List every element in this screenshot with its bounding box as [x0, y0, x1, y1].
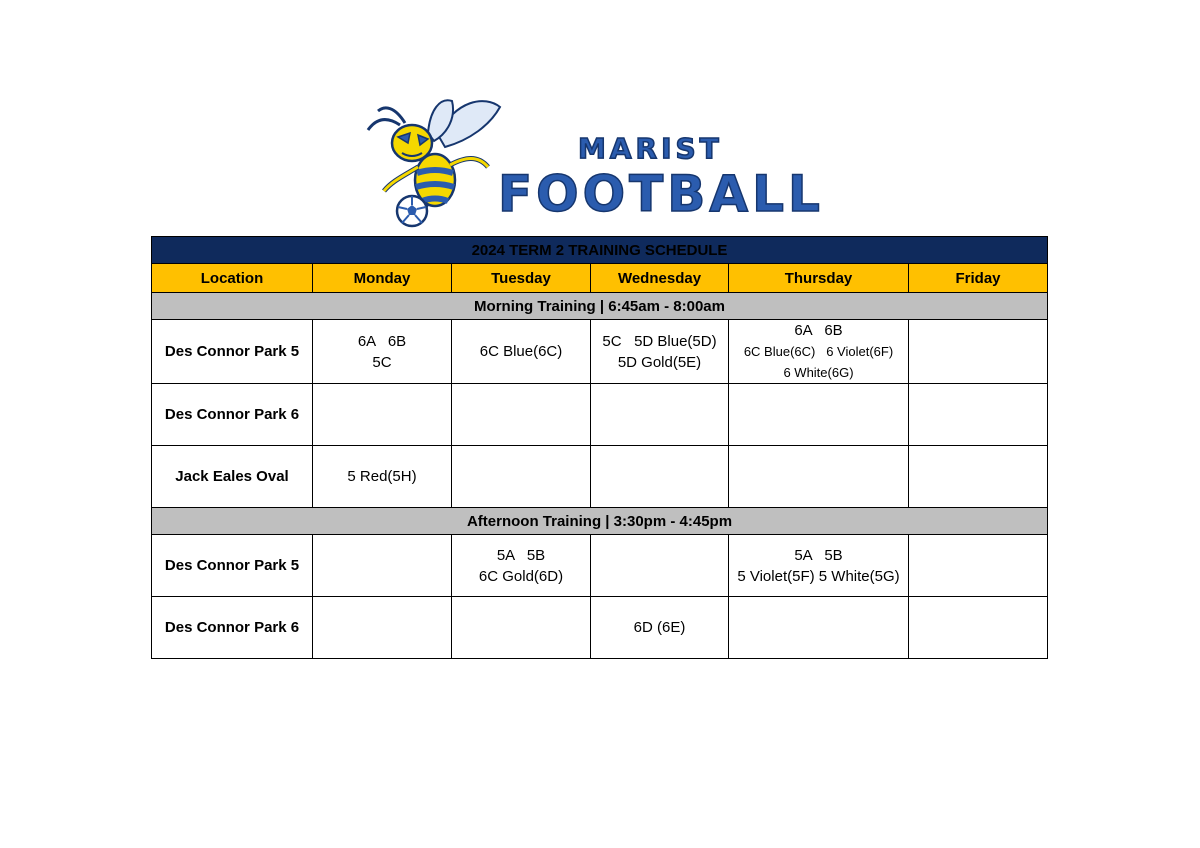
training-schedule-table — [151, 236, 1048, 659]
schedule-cell — [909, 384, 1048, 446]
header-row — [152, 264, 1048, 293]
location-cell: Des Connor Park 5 — [152, 320, 313, 384]
table-row — [152, 320, 1048, 384]
schedule-cell — [909, 446, 1048, 508]
cell-line: 6D (6E) — [633, 619, 686, 636]
schedule-cell — [909, 535, 1048, 597]
schedule-cell — [591, 384, 729, 446]
cell-line: 5C 5D Blue(5D) — [602, 332, 717, 350]
cell-line: 5C — [372, 353, 392, 371]
table-row — [152, 384, 1048, 446]
schedule-cell — [729, 597, 909, 659]
column-header-friday: Friday — [909, 264, 1048, 293]
location-cell: Des Connor Park 6 — [152, 597, 313, 659]
column-header-location: Location — [152, 264, 313, 293]
schedule-cell — [313, 597, 452, 659]
table-row — [152, 446, 1048, 508]
schedule-cell — [591, 535, 729, 597]
schedule-cell — [729, 535, 909, 597]
schedule-cell — [313, 535, 452, 597]
column-header-monday: Monday — [313, 264, 452, 293]
cell-line: 5 Red(5H) — [347, 468, 417, 485]
schedule-cell — [452, 597, 591, 659]
schedule-cell — [729, 320, 909, 384]
location-cell: Des Connor Park 6 — [152, 384, 313, 446]
afternoon-section-label: Afternoon Training | 3:30pm - 4:45pm — [152, 508, 1048, 535]
logo-marist-text: MARIST — [578, 132, 723, 165]
schedule-cell — [313, 446, 452, 508]
schedule-cell — [313, 320, 452, 384]
table-row — [152, 535, 1048, 597]
cell-line: 5A 5B — [496, 546, 546, 564]
cell-line: 6C Blue(6C) 6 Violet(6F) — [743, 344, 894, 359]
cell-line: 6C Gold(6D) — [478, 567, 564, 585]
schedule-cell — [452, 384, 591, 446]
cell-line: 6A 6B — [357, 332, 407, 350]
location-cell: Des Connor Park 5 — [152, 535, 313, 597]
cell-line: 5A 5B — [794, 546, 843, 564]
logo-football-text: FOOTBALL — [498, 165, 824, 223]
column-header-wednesday: Wednesday — [591, 264, 729, 293]
schedule-cell — [909, 320, 1048, 384]
schedule-cell — [591, 320, 729, 384]
schedule-cell — [591, 597, 729, 659]
schedule-cell — [452, 535, 591, 597]
schedule-cell — [452, 446, 591, 508]
table-row — [152, 597, 1048, 659]
schedule-cell — [909, 597, 1048, 659]
column-header-tuesday: Tuesday — [452, 264, 591, 293]
cell-line: 6C Blue(6C) — [479, 343, 563, 360]
column-header-thursday: Thursday — [729, 264, 909, 293]
schedule-cell — [729, 384, 909, 446]
marist-football-logo — [360, 95, 824, 230]
morning-section — [152, 293, 1048, 508]
schedule-cell — [591, 446, 729, 508]
schedule-title: 2024 TERM 2 TRAINING SCHEDULE — [152, 237, 1048, 264]
schedule-cell — [729, 446, 909, 508]
schedule-cell — [313, 384, 452, 446]
cell-line: 5D Gold(5E) — [617, 353, 702, 371]
cell-line: 6 White(6G) — [783, 365, 854, 380]
afternoon-section — [152, 508, 1048, 659]
cell-line: 6A 6B — [794, 322, 843, 339]
cell-line: 5 Violet(5F) 5 White(5G) — [737, 567, 900, 585]
location-cell: Jack Eales Oval — [152, 446, 313, 508]
hornet-mascot-icon — [360, 95, 510, 230]
schedule-cell — [452, 320, 591, 384]
morning-section-label: Morning Training | 6:45am - 8:00am — [152, 293, 1048, 320]
